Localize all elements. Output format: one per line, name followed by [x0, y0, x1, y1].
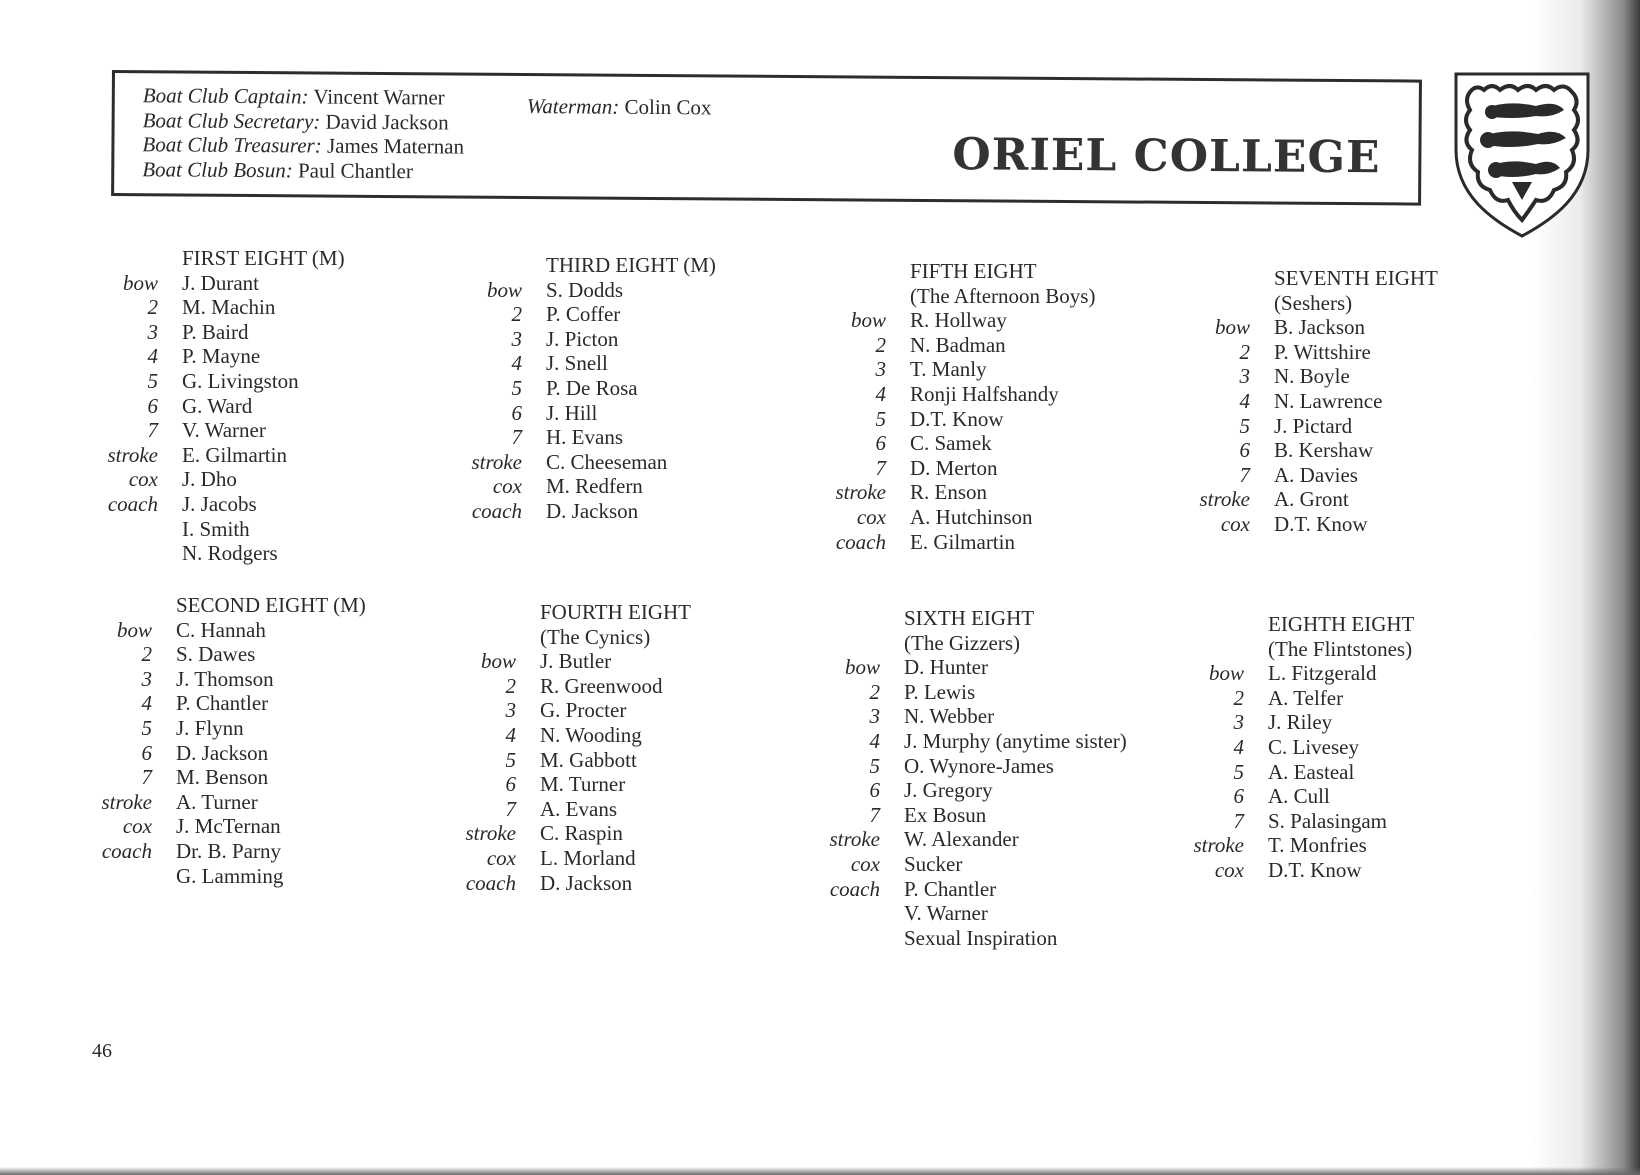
crew-row: 3 J. Picton — [511, 326, 619, 351]
crew-row: 4 C. Livesey — [1233, 734, 1359, 759]
header-box — [111, 70, 1422, 206]
crew-row: cox D.T. Know — [1214, 857, 1362, 882]
officer-bosun: Boat Club Bosun: Paul Chantler — [142, 156, 414, 183]
crew-row: bow J. Durant — [122, 270, 259, 295]
officer-waterman: Waterman: Colin Cox — [526, 94, 712, 120]
crew-title: FIRST EIGHT (M) — [182, 246, 345, 270]
crew-third-eight — [460, 253, 716, 524]
crew-title: SIXTH EIGHT — [904, 606, 1035, 630]
crew-row: bow D. Hunter — [844, 655, 988, 680]
crew-title: FIFTH EIGHT — [910, 259, 1037, 283]
crew-title: SECOND EIGHT (M) — [176, 593, 366, 617]
crew-row: 2 P. Lewis — [869, 679, 976, 704]
crew-row: coach D. Jackson — [465, 870, 633, 895]
crew-row: bow S. Dodds — [486, 277, 624, 302]
crew-title: THIRD EIGHT (M) — [546, 253, 716, 277]
crew-row: stroke C. Cheeseman — [471, 449, 668, 474]
crew-row: 7 Ex Bosun — [869, 802, 987, 827]
crew-row: 3 J. Thomson — [141, 666, 274, 691]
crew-row: 2 P. Wittshire — [1239, 339, 1371, 364]
crew-row: coach Dr. B. Parny — [101, 838, 281, 863]
crew-row: coach P. Chantler — [829, 876, 997, 901]
crew-row: 4 P. Chantler — [141, 691, 269, 716]
crew-title: EIGHTH EIGHT — [1268, 612, 1415, 636]
crew-row: 5 G. Livingston — [147, 368, 299, 393]
crew-row: 6 G. Ward — [147, 393, 253, 418]
crew-row: 2 M. Machin — [147, 295, 276, 320]
crew-row: bow C. Hannah — [116, 617, 266, 642]
crew-title: FOURTH EIGHT — [540, 600, 691, 624]
crew-nickname: (The Gizzers) — [904, 630, 1021, 655]
crew-row: N. Rodgers — [182, 541, 278, 566]
crew-row: bow L. Fitzgerald — [1208, 661, 1377, 686]
page-title: ORIEL COLLEGE — [952, 129, 1381, 184]
crew-row: 2 N. Badman — [875, 332, 1006, 357]
crew-row: 7 H. Evans — [511, 425, 623, 450]
crew-row: 6 B. Kershaw — [1239, 438, 1374, 463]
crew-row: 4 Ronji Halfshandy — [875, 381, 1059, 406]
crew-row: 6 J. Gregory — [869, 778, 993, 803]
crew-row: 4 J. Snell — [511, 351, 608, 376]
boat-club-officers — [142, 83, 464, 183]
crew-row: 2 R. Greenwood — [505, 673, 663, 698]
crew-row: 5 A. Easteal — [1233, 759, 1355, 784]
crew-row: stroke E. Gilmartin — [107, 442, 287, 467]
crew-row: bow R. Hollway — [850, 308, 1007, 333]
crew-fifth-eight — [824, 259, 1095, 554]
crew-row: 5 J. Pictard — [1239, 413, 1353, 438]
crew-row: 3 N. Webber — [869, 704, 995, 729]
college-crest-icon — [1452, 70, 1592, 240]
crew-row: 3 G. Procter — [505, 698, 627, 723]
crew-row: 7 V. Warner — [147, 418, 266, 443]
crew-row: cox M. Redfern — [492, 474, 643, 499]
crew-nickname: (The Flintstones) — [1268, 636, 1413, 661]
crew-row: stroke A. Turner — [101, 789, 258, 814]
crew-row: 4 J. Murphy (anytime sister) — [869, 728, 1127, 753]
crew-row: cox J. McTernan — [122, 814, 281, 839]
officer-treasurer: Boat Club Treasurer: James Maternan — [142, 132, 465, 159]
crew-first-eight — [96, 246, 345, 566]
crew-row: 5 D.T. Know — [875, 406, 1004, 431]
crew-row: 7 S. Palasingam — [1233, 808, 1387, 833]
crew-row: 5 M. Gabbott — [505, 747, 637, 772]
officer-captain: Boat Club Captain: Vincent Warner — [142, 83, 445, 110]
crew-row: 3 T. Manly — [875, 357, 987, 382]
crew-row: 7 D. Merton — [875, 455, 998, 480]
crew-row: I. Smith — [182, 516, 250, 541]
crew-row: G. Lamming — [176, 863, 284, 888]
crew-row: 3 P. Baird — [147, 319, 249, 344]
crew-row: 5 J. Flynn — [141, 715, 244, 740]
crew-sixth-eight — [818, 606, 1127, 950]
crew-row: cox Sucker — [850, 851, 963, 876]
crew-row: stroke A. Gront — [1199, 487, 1349, 512]
crew-row: cox L. Morland — [486, 845, 636, 870]
crew-row: Sexual Inspiration — [904, 925, 1058, 950]
crew-fourth-eight — [454, 600, 691, 895]
crew-row: 3 J. Riley — [1233, 710, 1333, 735]
crew-row: 5 P. De Rosa — [511, 375, 638, 400]
crew-row: stroke R. Enson — [835, 480, 988, 505]
crew-row: cox A. Hutchinson — [856, 504, 1033, 529]
crew-row: 7 A. Davies — [1239, 462, 1358, 487]
crew-row: 2 A. Telfer — [1233, 685, 1344, 710]
crew-row: V. Warner — [904, 901, 988, 926]
crew-row: 4 N. Wooding — [505, 722, 642, 747]
crew-nickname: (The Cynics) — [540, 624, 651, 649]
crew-nickname: (The Afternoon Boys) — [910, 283, 1096, 308]
crew-eighth-eight — [1182, 612, 1414, 883]
crew-row: 6 M. Turner — [505, 772, 626, 797]
crew-nickname: (Seshers) — [1274, 290, 1353, 315]
crew-row: 6 J. Hill — [511, 400, 598, 425]
crew-row: stroke C. Raspin — [465, 821, 623, 846]
officer-secretary: Boat Club Secretary: David Jackson — [142, 107, 449, 134]
crew-row: 3 N. Boyle — [1239, 364, 1350, 389]
page-bottom-edge — [0, 1167, 1640, 1175]
crew-row: stroke W. Alexander — [829, 827, 1019, 852]
crew-title: SEVENTH EIGHT — [1274, 266, 1438, 290]
crew-row: stroke T. Monfries — [1193, 833, 1367, 858]
crew-second-eight — [90, 593, 366, 888]
crew-seventh-eight — [1188, 266, 1438, 537]
crew-row: 2 S. Dawes — [141, 642, 256, 667]
crew-row: 5 O. Wynore-James — [869, 753, 1054, 778]
page-number: 46 — [92, 1040, 112, 1062]
crew-row: 7 M. Benson — [141, 765, 269, 790]
crew-row: 7 A. Evans — [505, 796, 617, 821]
crew-row: cox D.T. Know — [1220, 511, 1368, 536]
crew-row: 6 C. Samek — [875, 431, 992, 456]
crew-row: bow B. Jackson — [1214, 315, 1365, 340]
crew-row: cox J. Dho — [128, 467, 237, 492]
crew-row: 4 N. Lawrence — [1239, 388, 1383, 413]
crew-row: 6 D. Jackson — [141, 740, 269, 765]
crew-row: bow J. Butler — [480, 649, 612, 674]
crew-row: 6 A. Cull — [1233, 784, 1330, 809]
crew-row: 4 P. Mayne — [147, 344, 261, 369]
crew-row: coach E. Gilmartin — [835, 529, 1015, 554]
crew-row: 2 P. Coffer — [511, 302, 621, 327]
crew-row: coach J. Jacobs — [107, 491, 257, 516]
crew-row: coach D. Jackson — [471, 498, 639, 523]
